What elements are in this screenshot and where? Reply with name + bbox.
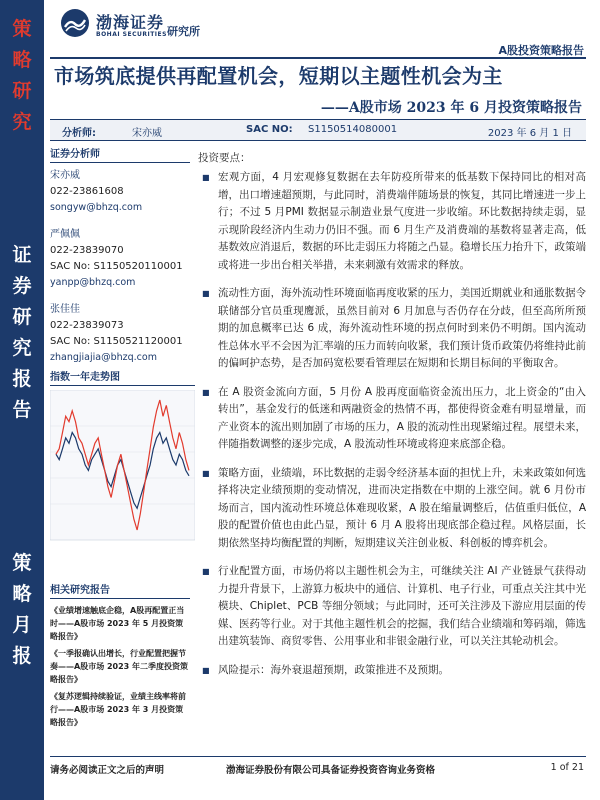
side-char: 报: [12, 645, 32, 667]
footer-rule: [50, 756, 586, 757]
report-title: 市场筑底提供再配置机会，短期以主题性机会为主: [54, 64, 503, 88]
side-char: 策: [12, 18, 32, 40]
info-bar: [50, 119, 586, 141]
side-char: 研: [12, 80, 32, 102]
analyst-card-sac: SAC No: S1150521120001: [50, 336, 183, 347]
side-char: 究: [12, 337, 32, 359]
chart-plot: [50, 390, 195, 542]
analysts-heading: 证券分析师: [50, 145, 190, 163]
analyst-card-phone: 022-23839073: [50, 320, 124, 331]
related-report-link[interactable]: 《业绩增速触底企稳，A股再配置正当时——A股市场 2023 年 5 月投资策略报告》: [50, 606, 185, 641]
side-char: 策: [12, 552, 32, 574]
related-reports: [50, 581, 190, 733]
analyst-card-sac: SAC No: S1150520110001: [50, 261, 183, 272]
analyst-card: [50, 227, 190, 291]
key-point-paragraph: ■ 行业配置方面，市场仍将以主题性机会为主，可继续关注 AI 产业链景气获得动力提升背景下，上游算力板块中的通信、计算机、电子行业，可重点关注其中光模块、Chiplet、PCB 等细分领域；与此同时，还可关注涉及下游应用层面的传媒、医药等行业。对于其他主题性机会的挖掘，我们结合业绩端和筹码端，筛选出建筑装饰、商贸零售、公用事业和非银金融行业，可以关注其轮动机会。: [198, 563, 586, 651]
key-point-paragraph: ■ 策略方面，业绩端，环比数据的走弱令经济基本面的担忧上升，未来政策如何选择将决定业绩预期的变动情况，进而决定指数在中期的上涨空间。就 6 月份市场而言，国内流动性环境总体难现收紧，A 股在缩量调整后，估值重归低位，A 股的配置价值也由此凸显，预计 6 月 A 股将出现底部企稳过程。风格层面，长期依然坚持均衡配置的判断，短期建议关注创业板、科创板的博弈机会。: [198, 465, 586, 553]
analyst-card-email[interactable]: yanpp@bhzq.com: [50, 277, 136, 288]
side-char: 研: [12, 306, 32, 328]
analyst-label: 分析师:: [62, 128, 96, 139]
logo-cn: 渤海证券: [96, 13, 165, 32]
analyst-card-phone: 022-23839070: [50, 245, 124, 256]
header-rule: [50, 57, 586, 59]
footer-disclaimer: 请务必阅读正文之后的声明: [50, 765, 165, 776]
key-points-label: 投资要点：: [198, 152, 251, 164]
analyst-card: [50, 168, 190, 216]
side-label-securities-research: [0, 240, 44, 426]
side-char: 券: [12, 275, 32, 297]
institute-label: 研究所: [167, 25, 200, 38]
key-point-paragraph: ■ 在 A 股资金流向方面，5 月份 A 股再度面临资金流出压力，北上资金的“由入转出”，基金发行的低迷和两融资金的热情不再，都使得资金难有明显增量，而产业资本的流出则加剧了市场的压力，A 股的流动性出现紧缩过程。展望未来，伴随指数调整的逐步完成，A 股流动性环境或将迎来底部企稳。: [198, 384, 586, 454]
analyst-card-name: 张佳佳: [50, 304, 80, 315]
report-date: 2023 年 6 月 1 日: [487, 128, 572, 139]
chart-title-rule: [50, 385, 195, 386]
side-char: 略: [12, 49, 32, 71]
sac-label: SAC NO:: [246, 124, 293, 135]
side-banner: [0, 0, 44, 800]
report-type: A股投资策略报告: [498, 44, 584, 57]
side-char: 月: [12, 614, 32, 636]
side-char: 略: [12, 583, 32, 605]
report-subtitle: ——A股市场 2023 年 6 月投资策略报告: [320, 100, 582, 116]
company-logo: [60, 8, 167, 44]
side-label-strategy-monthly: [0, 548, 44, 672]
index-trend-chart: [50, 368, 195, 542]
analyst-name: 宋亦威: [132, 128, 162, 139]
logo-mark-icon: [60, 8, 90, 38]
sac-number: S1150514080001: [308, 124, 398, 135]
key-point-paragraph: ■ 风险提示：海外衰退超预期，政策推进不及预期。: [198, 662, 586, 680]
chart-title: 指数一年走势图: [50, 372, 120, 383]
analyst-card-phone: 022-23861608: [50, 186, 124, 197]
analyst-card: [50, 302, 190, 366]
logo-en: BOHAI SECURITIES: [96, 31, 167, 38]
footer-company: 渤海证券股份有限公司具备证券投资咨询业务资格: [226, 765, 436, 776]
side-char: 究: [12, 111, 32, 133]
key-point-paragraph: ■ 流动性方面，海外流动性环境面临再度收紧的压力，美国近期就业和通胀数据令联储部分官员重现鹰派，虽然目前对 6 月加息与否仍存在分歧，但至高所所预期的加息概率已达 6 成，海外流动性环境的拐点何时到来仍不明朗。国内流动性总体水平不会因为汇率端的压力而转向收紧，我们预计货币政策仍将维持此前的偏呵护态势，是否加码宽松要看管理层在短期和长期目标间的平衡取舍。: [198, 285, 586, 373]
related-heading: 相关研究报告: [50, 581, 190, 599]
analyst-card-name: 严佩佩: [50, 229, 80, 240]
analyst-card-name: 宋亦威: [50, 170, 80, 181]
side-char: 报: [12, 368, 32, 390]
side-label-strategy-research: [0, 14, 44, 138]
analyst-card-email[interactable]: zhangjiajia@bhzq.com: [50, 352, 157, 363]
key-point-paragraph: ■ 宏观方面，4 月宏观修复数据在去年防疫所带来的低基数下保持同比的相对高增，出口增速超预期，与此同时，消费端伴随场景的恢复，其同比增速进一步上行；不过 5 月PMI 数据显示制造业景气度进一步收缩。环比数据持续走弱，显示现阶段经济内生动力仍旧不强。而 6 月生产及消费端的基数将显著走高，低基数效应消退后，数据的环比走弱压力将随之凸显。稳增长压力抬升下，政策端或将进一步出台相关举措，未来刺激有效需求的释放。: [198, 169, 586, 274]
key-points: [198, 150, 586, 690]
related-report-link[interactable]: 《一季报确认出增长，行业配置把握节奏——A股市场 2023 年二季度投资策略报告》: [50, 649, 189, 684]
related-report-link[interactable]: 《复苏逻辑持续验证，业绩主线率将前行——A股市场 2023 年 3 月投资策略报告》: [50, 692, 186, 727]
analysts-section: [50, 145, 190, 377]
page-number: 1 of 21: [550, 762, 584, 773]
side-char: 证: [12, 244, 32, 266]
analyst-card-email[interactable]: songyw@bhzq.com: [50, 202, 143, 213]
side-char: 告: [12, 399, 32, 421]
